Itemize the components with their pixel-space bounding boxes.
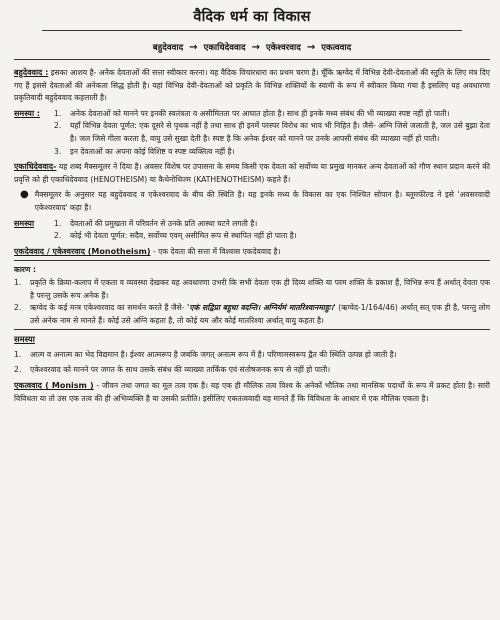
samasya-label-2: समस्या (14, 218, 35, 228)
ekadhidev-paragraph (14, 161, 490, 186)
list-item: 2. कोई भी देवता पूर्णत: सदैव, सर्वोच्च एवम् असीमित रूप से स्थापित नहीं हो पाता है। (54, 231, 297, 241)
samasya-label-3: समस्या (14, 334, 35, 345)
list-item: 1. देवताओं की प्रमुखता में परिवर्तन से उनके प्रति आस्था घटने लगती है। (54, 218, 258, 228)
list-item: 2. यहाँ विभिन्न देवता पूर्णत: एक दूसरे से पृथक नहीं है तथा साथ ही इनमें परस्पर विरोध का भाव भी निहित है। जैसे- अग्नि जिसे जलाती है, जल उसे बुझा देता है। जल जिसे गीला करता है, वायु उसे सुखा देती है। स्पष्ट है कि अनेक ईश्वर को मानने पर उनके आपसी संबंध की व्याख्या नहीं हो पाती। (54, 121, 490, 143)
list-item: 1. प्रकृति के क्रिया-कलाप में एकता व व्यवस्था देखकर यह अवधारणा उभरी कि सभी देवता एक ही दिव्य शक्ति या परम शक्ति के प्रकाश हैं, विभिन्न रूप हैं अर्थात् देवता एक है परन्तु उसके रूप अनेक हैं। (14, 277, 490, 300)
ekatva-text: - जीवन तथा जगत का मूल तत्व एक है। यह एक ही मौलिक तत्व विश्व के अनेकों भौतिक तथा मानसिक पदार्थों के रूप में प्रकट होता है। सारी विविधता या तो उस एक तत्व की ही अभिव्यक्ति है या उसकी प्रतीति। इसीलिए एकतत्ववादी यह मानते हैं कि विविधता के आधार में एक मौलिक एकता है। (14, 381, 490, 403)
flow-step-ekadhidev: एकाधिदेववाद (203, 43, 246, 53)
flow-step-ekeshwar: एकेश्वरवाद (265, 43, 301, 53)
bahudev-text: इसका आशय है- अनेक देवताओं की सत्ता स्वीकार करना। यह वैदिक विचारधारा का प्रथम चरण है। चूँकि ऋग्वेद में विभिन्न देवी-देवताओं की स्तुति के लिए मंत्र दिए गए हैं इससे देवताओं की अनेकता सिद्ध होती है। यहां विभिन्न देवी-देवताओं को प्रकृति के विभिन्न शक्तियों के स्वामी के रूप में स्वीकार किया गया है इसलिए यह अवधारणा प्रकृतिवादी बहुदेववाद कहलाती है। (14, 68, 490, 103)
karan-heading: कारण : (14, 265, 37, 275)
title-divider (42, 30, 462, 31)
page-title: वैदिक धर्म का विकास (193, 9, 311, 25)
list-item: 3. इन देवताओं का अपना कोई विशिष्ट व स्पष्ट व्यक्तित्व नहीं है। (54, 146, 235, 156)
evolution-flow (14, 41, 490, 53)
bullet-icon: ● (20, 189, 29, 201)
section-divider (14, 260, 490, 261)
rigveda-quote: 'एकं सद्विप्रा बहुधा वदन्ति। अग्निर्यमं मातरिश्वानमाहुः।' (187, 303, 336, 313)
flow-step-ekatva: एकत्ववाद (321, 43, 352, 53)
ekeshwar-label: एकदेववाद / एकेश्वरवाद (Monotheism) (14, 246, 151, 256)
samasya-section-2 (14, 218, 490, 243)
bullet-text: मैक्समूलर के अनुसार यह बहुदेववाद व एकेश्वरवाद के बीच की स्थिति है। यह इनके मध्य के विकास का एक निश्चित सोपान है। ब्लूमफील्ड ने इसे 'अवसरवादी एकेश्वरवाद' कहा है। (34, 190, 490, 212)
bahudev-label: बहुदेववाद : (14, 68, 49, 77)
ekeshwar-text: - एक देवता की सत्ता में विश्वास एकदेववाद है। (152, 246, 281, 256)
ekatva-paragraph (14, 380, 490, 405)
bahudev-paragraph (14, 67, 490, 105)
ekadhidev-label: एकाधिदेववाद- (14, 162, 57, 172)
arrow-right-icon: → (251, 41, 260, 53)
arrow-right-icon: → (189, 41, 198, 53)
ekeshwar-paragraph (14, 246, 490, 259)
list-item: 2. ऋग्वेद के कई मन्त्र एकेश्वरवाद का समर्थन करते हैं जैसे- 'एकं सद्विप्रा बहुधा वदन्ति। अग्निर्यमं मातरिश्वानमाहुः।' (ऋग्वेद-1/164/46) अर्थात् सत् एक ही है, परन्तु लोग उसे अनेक नाम से मानते हैं। कोई उसे अग्नि कहता है, तो कोई यम और कोई मातरिश्वा अर्थात् वायु कहता है। (14, 303, 490, 325)
samasya-label-1: समस्या : (14, 108, 41, 118)
flow-step-bahudev: बहुदेववाद (152, 43, 184, 53)
section-divider (14, 329, 490, 330)
ekadhidev-text: यह शब्द मैक्समूलर ने दिया है। अवसर विशेष पर उपासना के समय किसी एक देवता को सर्वोच्च या प्रमुख मानकर अन्य देवताओं को गौण स्थान प्रदान करने की प्रवृत्ति को ही एकाधिदेववाद (HENOTHEISM) या कैथेनोथिज्म (KATHENOTHEISM) कहते हैं। (14, 162, 490, 184)
flow-divider (14, 59, 490, 60)
samasya-section-1 (14, 108, 490, 158)
list-item: 2. एकेश्वरवाद को मानने पर जगत के साथ उसके संबंध की व्याख्या तार्किक एवं संतोषजनक रूप से नहीं हो पाती। (14, 365, 331, 375)
list-item: 1. आत्म व अनात्म का भेद विद्यमान है। ईश्वर आत्मरूप है जबकि जगत् अनात्म रूप में है। परिणामस्वरूप द्वैत की स्थिति उत्पन्न हो जाती है। (14, 349, 397, 359)
list-item: 1. अनेक देवताओं को मानने पर इनकी स्वतंत्रता व असीमितता पर आघात होता है। साथ ही इनके मध्य संबंध की भी व्याख्या स्पष्ट नहीं हो पाती। (54, 108, 450, 118)
ekatva-label: एकत्ववाद ( Monism ) (14, 381, 94, 391)
maxmuller-bullet (14, 189, 490, 214)
arrow-right-icon: → (306, 41, 316, 53)
